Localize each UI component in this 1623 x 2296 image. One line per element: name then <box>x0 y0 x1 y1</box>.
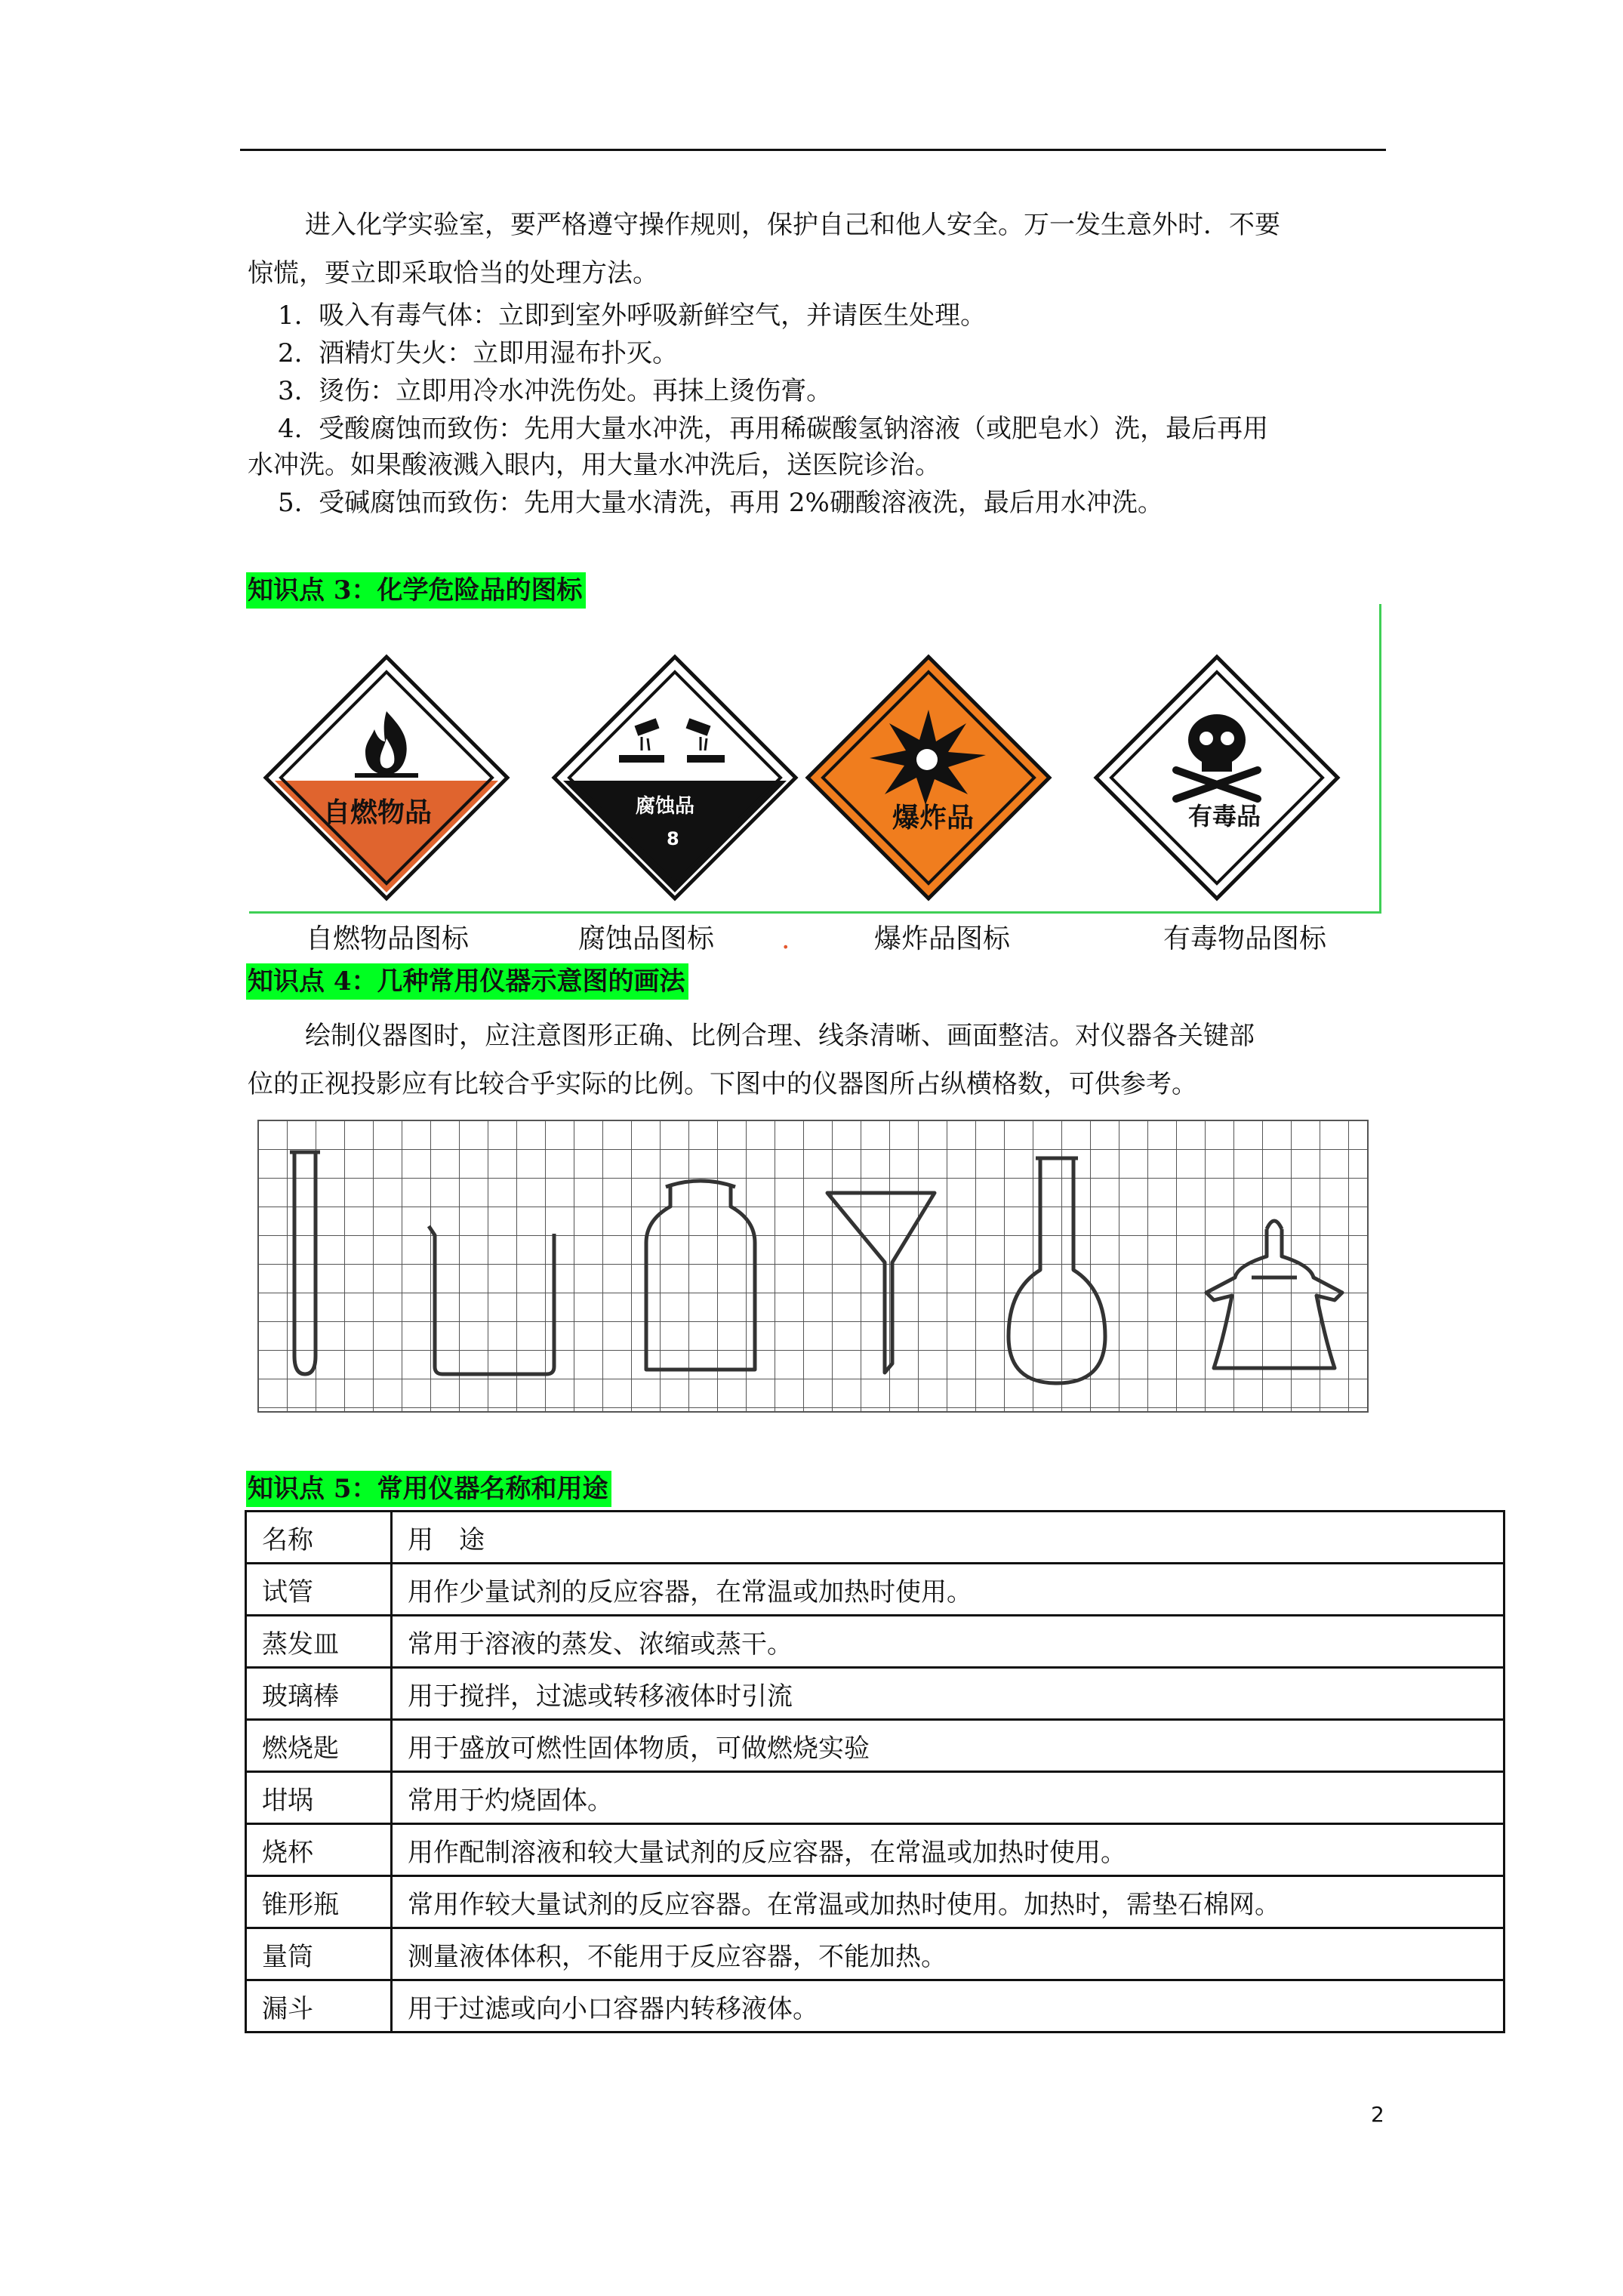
sign-label-flammable: 自燃物品 <box>323 797 433 828</box>
caption-flammable: 自燃物品图标 <box>306 923 470 954</box>
table-row <box>246 1772 1504 1824</box>
sign-label-explosive: 爆炸品 <box>892 803 975 834</box>
hazard-signs-panel <box>249 604 1381 914</box>
cell-use: 用于过滤或向小口容器内转移液体。 <box>392 1980 1504 2032</box>
cell-name: 坩埚 <box>246 1772 392 1824</box>
cell-use: 常用作较大量试剂的反应容器。在常温或加热时使用。加热时，需垫石棉网。 <box>392 1876 1504 1928</box>
corrosion-icon <box>554 657 796 898</box>
table-row <box>246 1980 1504 2032</box>
list-item: 1. 吸入有毒气体：立即到室外呼吸新鲜空气，并请医生处理。 <box>278 300 987 331</box>
cell-name: 量筒 <box>246 1928 392 1980</box>
section-4-line-2: 位的正视投影应有比较合乎实际的比例。下图中的仪器图所占纵横格数，可供参考。 <box>248 1069 1197 1099</box>
list-item: 2. 酒精灯失火：立即用湿布扑灭。 <box>278 338 679 368</box>
cell-name: 蒸发皿 <box>246 1616 392 1668</box>
separator-dot: . <box>781 924 790 955</box>
instrument-table <box>245 1510 1505 2033</box>
cell-name: 燃烧匙 <box>246 1720 392 1772</box>
cell-name: 玻璃棒 <box>246 1668 392 1720</box>
sign-label-corrosive: 腐蚀品 <box>636 795 695 818</box>
cell-name: 锥形瓶 <box>246 1876 392 1928</box>
cell-use: 测量液体体积，不能用于反应容器，不能加热。 <box>392 1928 1504 1980</box>
table-row <box>246 1616 1504 1668</box>
caption-explosive: 爆炸品图标 <box>874 923 1011 954</box>
cell-use: 用作少量试剂的反应容器，在常温或加热时使用。 <box>392 1564 1504 1616</box>
section-5-heading: 知识点 5：常用仪器名称和用途 <box>246 1471 611 1507</box>
table-header-row <box>246 1512 1504 1564</box>
sign-number-corrosive: 8 <box>667 828 679 849</box>
cell-use: 用于盛放可燃性固体物质，可做燃烧实验 <box>392 1720 1504 1772</box>
list-item: 4. 受酸腐蚀而致伤：先用大量水冲洗，再用稀碳酸氢钠溶液（或肥皂水）洗，最后再用 <box>278 414 1269 444</box>
section-3-heading: 知识点 3：化学危险品的图标 <box>246 572 586 609</box>
cell-name: 烧杯 <box>246 1824 392 1876</box>
section-4-line-1: 绘制仪器图时，应注意图形正确、比例合理、线条清晰、画面整洁。对仪器各关键部 <box>305 1021 1255 1051</box>
table-row <box>246 1668 1504 1720</box>
skull-crossbones-icon <box>1096 657 1338 898</box>
header-rule <box>240 149 1386 151</box>
cell-use: 用作配制溶液和较大量试剂的反应容器，在常温或加热时使用。 <box>392 1824 1504 1876</box>
cell-use: 用于搅拌，过滤或转移液体时引流 <box>392 1668 1504 1720</box>
page-number: 2 <box>1371 2102 1384 2127</box>
list-item-continuation: 水冲洗。如果酸液溅入眼内，用大量水冲洗后，送医院诊治。 <box>248 450 941 480</box>
cell-use: 常用于灼烧固体。 <box>392 1772 1504 1824</box>
cell-use: 常用于溶液的蒸发、浓缩或蒸干。 <box>392 1616 1504 1668</box>
table-row <box>246 1720 1504 1772</box>
intro-line-1: 进入化学实验室，要严格遵守操作规则，保护自己和他人安全。万一发生意外时．不要 <box>305 210 1280 240</box>
header-name: 名称 <box>246 1512 392 1564</box>
header-use: 用 途 <box>392 1512 1504 1564</box>
section-4-heading: 知识点 4：几种常用仪器示意图的画法 <box>246 963 688 1000</box>
table-row <box>246 1824 1504 1876</box>
sign-label-toxic: 有毒品 <box>1188 802 1261 831</box>
table-row <box>246 1928 1504 1980</box>
caption-corrosive: 腐蚀品图标 <box>578 923 715 954</box>
explosion-icon <box>808 657 1049 898</box>
instrument-grid <box>254 1114 1372 1416</box>
table-row <box>246 1876 1504 1928</box>
list-item: 3. 烫伤：立即用冷水冲洗伤处。再抹上烫伤膏。 <box>278 376 833 406</box>
flame-icon <box>266 657 507 898</box>
caption-toxic: 有毒物品图标 <box>1163 923 1327 954</box>
intro-line-2: 惊慌，要立即采取恰当的处理方法。 <box>248 258 658 288</box>
table-row <box>246 1564 1504 1616</box>
cell-name: 漏斗 <box>246 1980 392 2032</box>
list-item: 5. 受碱腐蚀而致伤：先用大量水清洗，再用 2%硼酸溶液洗，最后用水冲洗。 <box>278 488 1163 518</box>
cell-name: 试管 <box>246 1564 392 1616</box>
